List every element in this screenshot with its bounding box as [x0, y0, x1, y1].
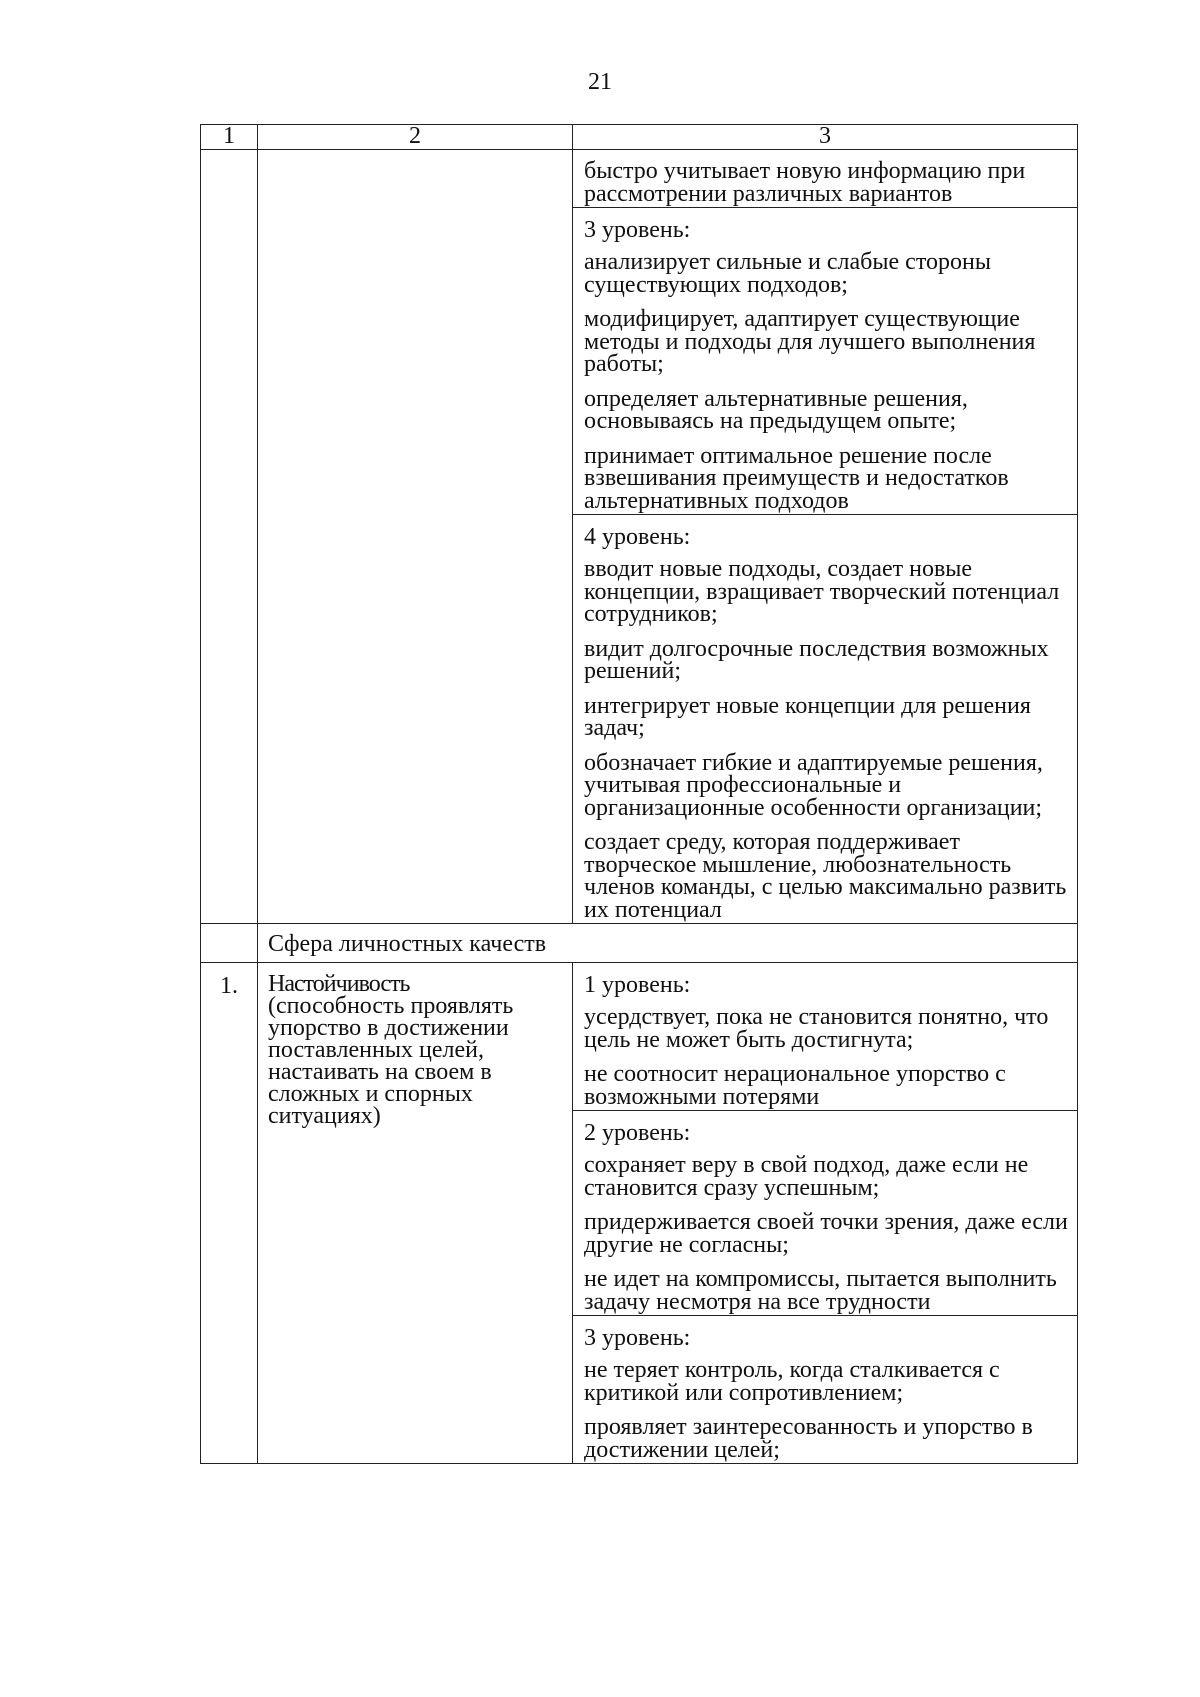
section-title: Сфера личностных качеств	[258, 924, 1078, 963]
list-item: обозначает гибкие и адаптируемые решения, учитывая профессиональные и организационные особенности организации;	[584, 749, 1043, 821]
quality-number: 1.	[201, 963, 258, 1464]
level-cell	[573, 1111, 1078, 1316]
list-item: принимает оптимальное решение после взвешивания преимуществ и недостатков альтернативных подходов	[584, 442, 1009, 514]
list-item: интегрирует новые концепции для решения задач;	[584, 692, 1031, 741]
quality-cell	[258, 963, 573, 1464]
level-title: 1 уровень:	[584, 972, 691, 998]
header-col-2: 2	[258, 125, 573, 150]
level-cell	[573, 1316, 1078, 1464]
list-item: создает среду, которая поддерживает творческое мышление, любознательность членов команды, с целью максимально развить их потенциал	[584, 829, 1067, 923]
number-cell-empty	[201, 150, 258, 924]
header-col-3: 3	[573, 125, 1078, 150]
list-item: не теряет контроль, когда сталкивается с критикой или сопротивлением;	[584, 1357, 1000, 1406]
level-cell	[573, 208, 1078, 515]
list-item: видит долгосрочные последствия возможных решений;	[584, 635, 1049, 684]
list-item: придерживается своей точки зрения, даже если другие не согласны;	[584, 1209, 1068, 1258]
competency-table	[200, 124, 1078, 1464]
level-cell	[573, 515, 1078, 924]
level-title: 2 уровень:	[584, 1120, 691, 1146]
list-item: модифицирует, адаптирует существующие методы и подходы для лучшего выполнения работы;	[584, 306, 1036, 377]
section-number-cell	[201, 924, 258, 963]
list-item: вводит новые подходы, создает новые концепции, взращивает творческий потенциал сотрудников;	[584, 556, 1060, 627]
level-title: 3 уровень:	[584, 1325, 691, 1351]
level-cell	[573, 963, 1078, 1111]
quality-cell-empty	[258, 150, 573, 924]
list-item: определяет альтернативные решения, основываясь на предыдущем опыте;	[584, 385, 968, 434]
section-row	[201, 924, 1078, 963]
table-row	[201, 150, 1078, 208]
list-item: анализирует сильные и слабые стороны существующих подходов;	[584, 249, 991, 298]
level-title: 3 уровень:	[584, 217, 691, 243]
list-item: не идет на компромиссы, пытается выполнить задачу несмотря на все трудности	[584, 1266, 1057, 1315]
table-row	[201, 963, 1078, 1111]
list-item: быстро учитывает новую информацию при рассмотрении различных вариантов	[584, 158, 1026, 207]
page-number: 21	[588, 69, 612, 95]
list-item: проявляет заинтересованность и упорство в достижении целей;	[584, 1414, 1033, 1463]
level-title: 4 уровень:	[584, 524, 691, 550]
continuation-cell	[573, 150, 1078, 208]
quality-description: (способность проявлять упорство в достижении поставленных целей, настаивать на своем в сложных и спорных ситуациях)	[268, 993, 514, 1129]
list-item: усердствует, пока не становится понятно, что цель не может быть достигнута;	[584, 1004, 1049, 1053]
quality-title: Настойчивость	[268, 971, 410, 997]
list-item: не соотносит нерациональное упорство с возможными потерями	[584, 1061, 1006, 1110]
list-item: сохраняет веру в свой подход, даже если не становится сразу успешным;	[584, 1152, 1029, 1201]
header-col-1: 1	[201, 125, 258, 150]
table-header-row	[201, 125, 1078, 150]
